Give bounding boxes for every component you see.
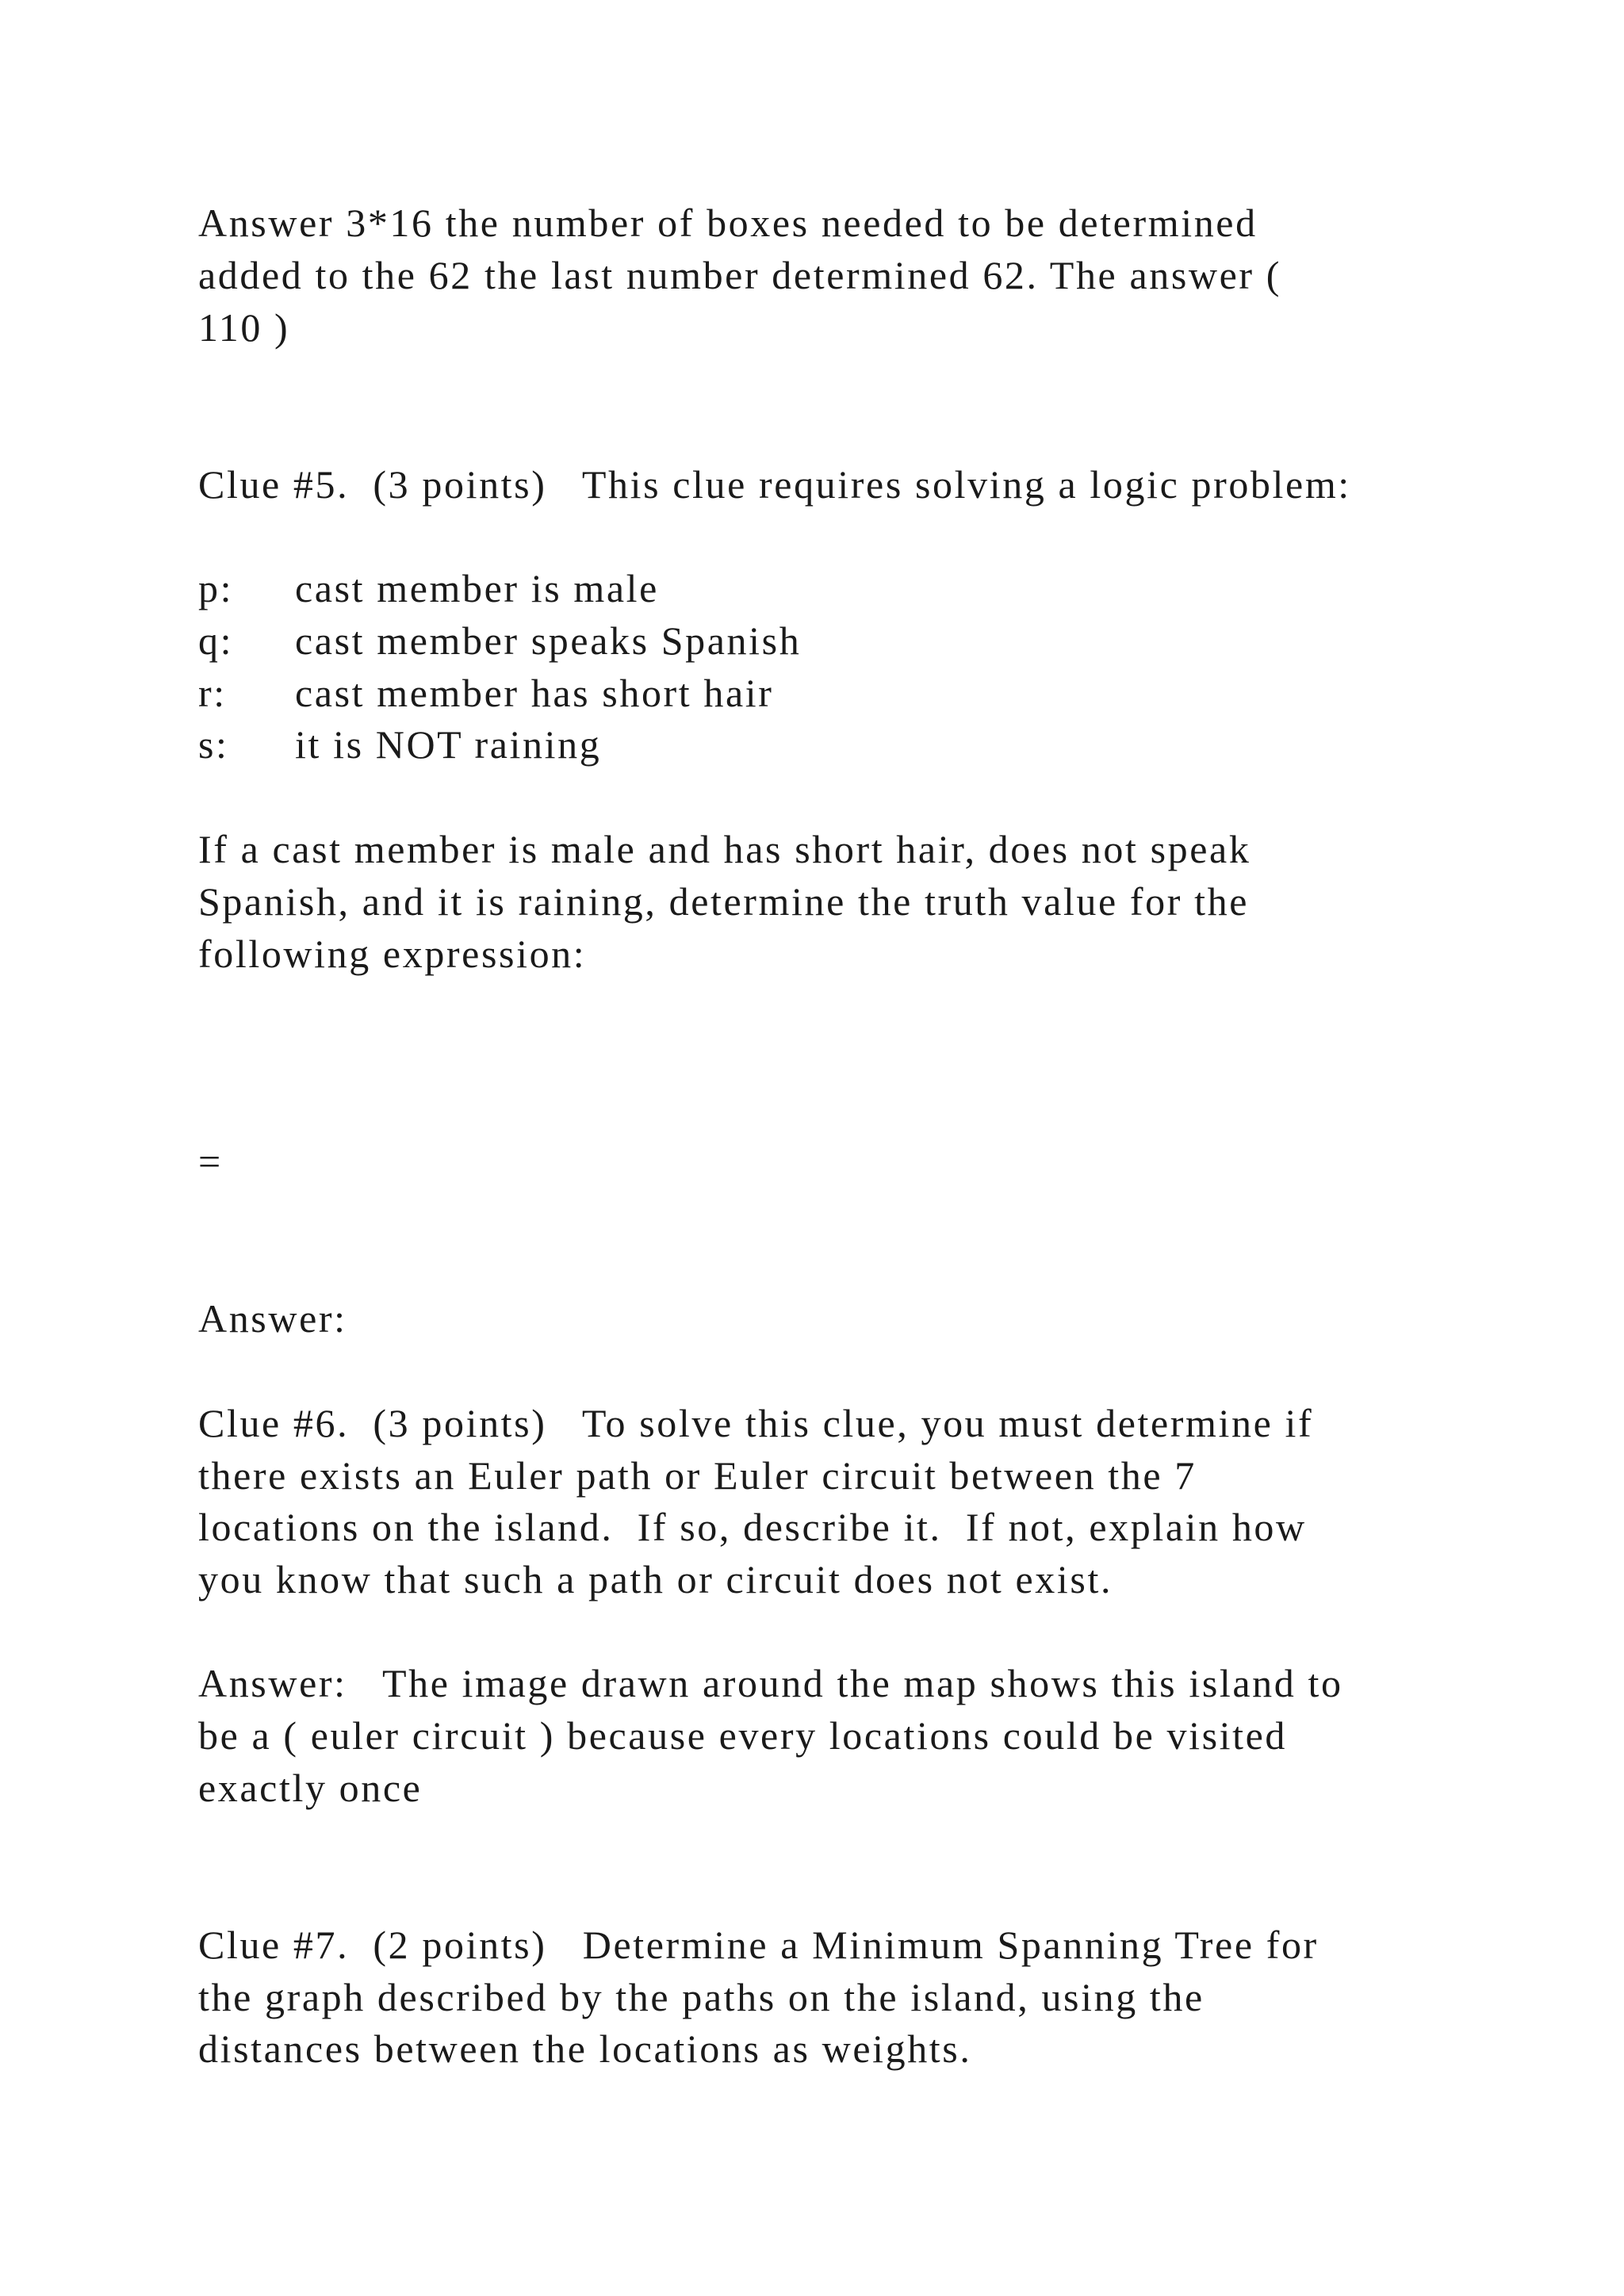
- proposition-symbol: p:: [198, 566, 234, 610]
- clue6-line: locations on the island. If so, describe it. If not, explain how: [198, 1505, 1307, 1549]
- intro-line: added to the 62 the last number determined 62. The answer (: [198, 253, 1281, 297]
- clue7-line: Clue #7. (2 points) Determine a Minimum Spanning Tree for: [198, 1923, 1319, 1967]
- clue6-line: you know that such a path or circuit does not exist.: [198, 1557, 1113, 1601]
- clue5-answer-label: Answer:: [198, 1296, 347, 1341]
- proposition-text: cast member has short hair: [295, 671, 774, 715]
- proposition-text: it is NOT raining: [295, 722, 602, 767]
- proposition-symbol: r:: [198, 671, 227, 715]
- clue6-line: there exists an Euler path or Euler circuit between the 7: [198, 1453, 1197, 1498]
- clue5-question-line: If a cast member is male and has short hair, does not speak: [198, 827, 1251, 871]
- clue5-heading: Clue #5. (3 points) This clue requires solving a logic problem:: [198, 462, 1351, 507]
- equals-sign: =: [198, 1139, 223, 1184]
- clue7-line: distances between the locations as weights.: [198, 2026, 972, 2071]
- proposition-text: cast member is male: [295, 566, 659, 610]
- clue7-line: the graph described by the paths on the island, using the: [198, 1975, 1205, 2019]
- proposition-symbol: q:: [198, 618, 234, 663]
- clue6-line: Clue #6. (3 points) To solve this clue, you must determine if: [198, 1401, 1314, 1445]
- proposition-symbol: s:: [198, 722, 229, 767]
- clue6-answer-line: Answer: The image drawn around the map shows this island to: [198, 1661, 1343, 1705]
- intro-line: Answer 3*16 the number of boxes needed to be determined: [198, 201, 1258, 245]
- clue6-answer-line: be a ( euler circuit ) because every locations could be visited: [198, 1713, 1288, 1758]
- intro-line: 110 ): [198, 305, 290, 350]
- proposition-text: cast member speaks Spanish: [295, 618, 802, 663]
- clue6-answer-line: exactly once: [198, 1766, 423, 1810]
- clue5-question-line: following expression:: [198, 932, 587, 976]
- clue5-question-line: Spanish, and it is raining, determine the truth value for the: [198, 879, 1249, 924]
